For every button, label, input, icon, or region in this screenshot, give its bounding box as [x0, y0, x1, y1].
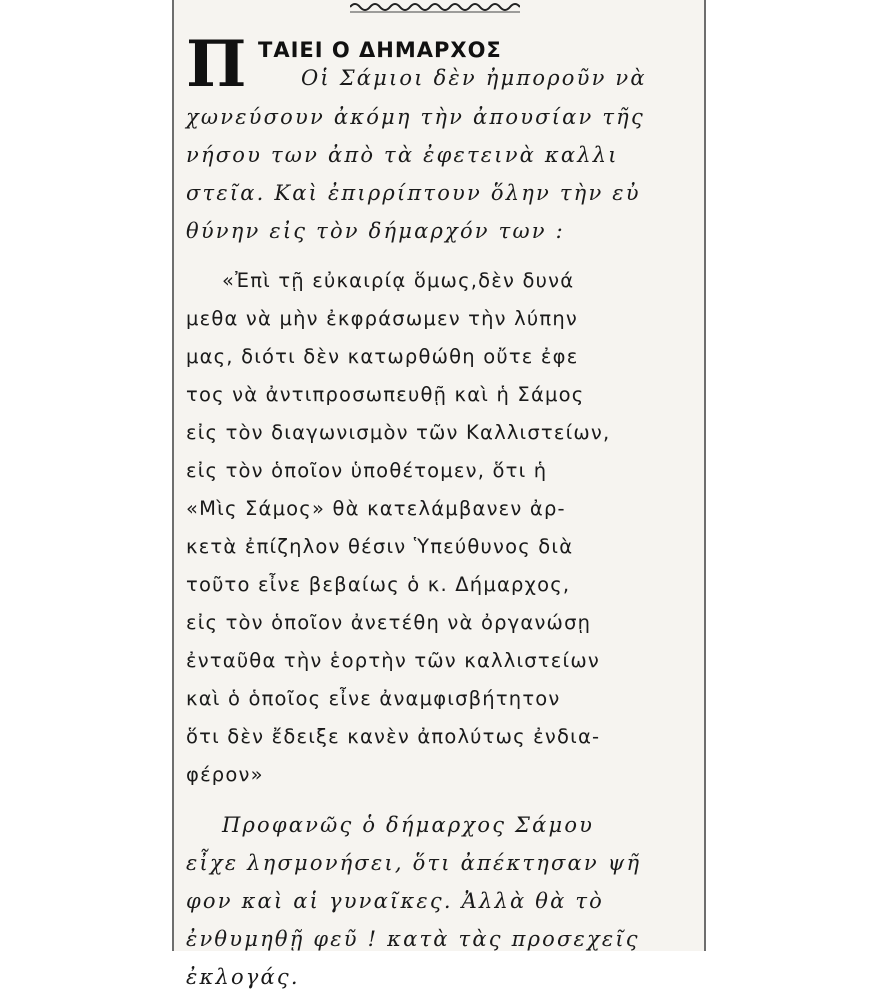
paragraph-line: ἐκλογάς. — [186, 965, 300, 989]
paragraph-line: στεῖα. Καὶ ἐπιρρίπτουν ὅλην τὴν εὐ — [186, 181, 641, 205]
quote-line: φέρον» — [186, 763, 264, 786]
paragraph-conclusion — [186, 806, 698, 996]
quote-line: «Ἐπὶ τῇ εὐκαιρίᾳ ὅμως,δὲν δυνά — [222, 269, 575, 292]
quoted-statement — [186, 262, 698, 794]
paragraph-line: Οἱ Σάμιοι δὲν ἠμποροῦν νὰ — [301, 66, 647, 90]
paragraph-line: Προφανῶς ὁ δήμαρχος Σάμου — [222, 813, 595, 837]
quote-line: τοῦτο εἶνε βεβαίως ὁ κ. Δήμαρχος, — [186, 573, 571, 596]
column-rule-right — [704, 0, 706, 951]
quote-line: καὶ ὁ ὁποῖος εἶνε ἀναμφισβήτητον — [186, 687, 561, 710]
paragraph-line: ἐνθυμηθῇ φεῦ ! κατὰ τὰς προσεχεῖς — [186, 927, 640, 951]
headline-block — [186, 27, 698, 102]
article-title: ΤΑΙΕΙ Ο ΔΗΜΑΡΧΟΣ — [258, 38, 502, 62]
article — [186, 27, 698, 996]
quote-line: μας, διότι δὲν κατωρθώθη οὔτε ἐφε — [186, 345, 579, 368]
paragraph-line: θύνην εἰς τὸν δήμαρχόν των : — [186, 219, 565, 243]
quote-line: «Μὶς Σάμος» θὰ κατελάμβανεν ἀρ- — [186, 497, 566, 520]
quote-line: ἐνταῦθα τὴν ἑορτὴν τῶν καλλιστείων — [186, 649, 600, 672]
quote-line: εἰς τὸν διαγωνισμὸν τῶν Καλλιστείων, — [186, 421, 611, 444]
paragraph-line: χωνεύσουν ἀκόμη τὴν ἀπουσίαν τῆς — [186, 105, 645, 129]
paragraph-line: νήσου των ἀπὸ τὰ ἐφετεινὰ καλλι — [186, 143, 619, 167]
quote-line: ὅτι δὲν ἔδειξε κανὲν ἀπολύτως ἐνδια- — [186, 725, 601, 748]
quote-line: εἰς τὸν ὁποῖον ὑποθέτομεν, ὅτι ἡ — [186, 459, 548, 482]
quote-line: εἰς τὸν ὁποῖον ἀνετέθη νὰ ὀργανώσῃ — [186, 611, 592, 634]
drop-cap: Π — [186, 27, 247, 102]
quote-line: μεθα νὰ μὴν ἐκφράσωμεν τὴν λύπην — [186, 307, 578, 330]
quote-line: κετὰ ἐπίζηλον θέσιν Ὑπεύθυνος διὰ — [186, 535, 574, 558]
paragraph-line: φον καὶ αἱ γυναῖκες. Ἀλλὰ θὰ τὸ — [186, 889, 604, 913]
wavy-divider-ornament — [350, 0, 520, 14]
quote-line: τος νὰ ἀντιπροσωπευθῇ καὶ ἡ Σάμος — [186, 383, 585, 406]
paragraph-intro — [186, 98, 698, 250]
paragraph-line: εἶχε λησμονήσει, ὅτι ἀπέκτησαν ψῆ — [186, 851, 642, 875]
column-rule-left — [172, 0, 174, 951]
